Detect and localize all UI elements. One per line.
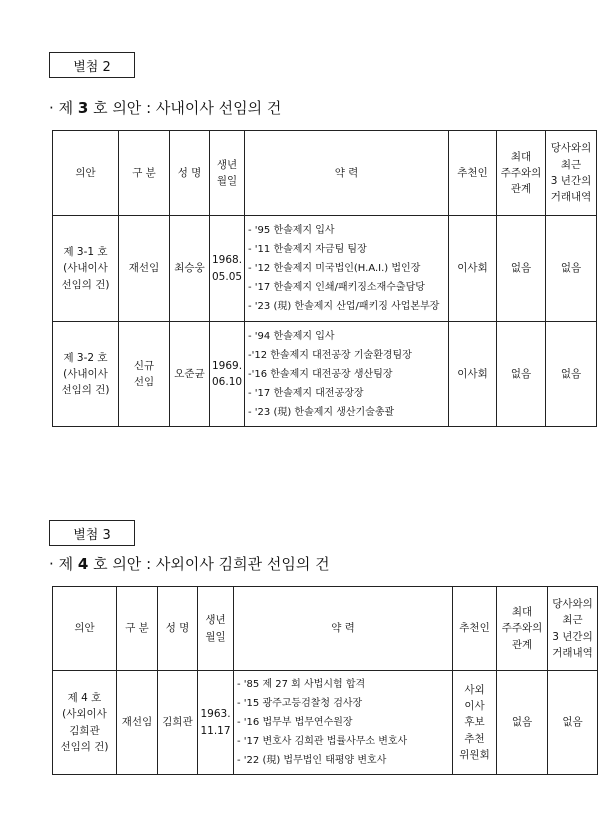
header-birth bbox=[210, 131, 245, 216]
table-row bbox=[53, 671, 598, 775]
agenda-table-4 bbox=[52, 586, 598, 775]
header-birth-line: 월일 bbox=[216, 175, 238, 187]
heading-bullet: · bbox=[49, 99, 54, 117]
cell-transactions: 없음 bbox=[546, 216, 597, 322]
recommender-line: 이사 bbox=[464, 700, 485, 713]
cell-agenda bbox=[53, 322, 119, 427]
table-header-row bbox=[53, 587, 598, 671]
header-birth-line: 생년 bbox=[205, 614, 226, 627]
career-line: - '15 광주고등검찰청 검사장 bbox=[237, 698, 363, 709]
recommender-line: 이사회 bbox=[457, 262, 488, 275]
cell-name: 오준균 bbox=[170, 322, 210, 427]
birth-line: 11.17 bbox=[200, 724, 231, 737]
agenda-heading-3 bbox=[49, 97, 281, 118]
cell-career bbox=[245, 216, 449, 322]
recommender-line: 이사회 bbox=[457, 367, 488, 380]
cell-category bbox=[119, 322, 170, 427]
birth-line: 05.05 bbox=[212, 270, 243, 283]
agenda-line: (사내이사 bbox=[63, 367, 108, 380]
career-line: - '85 제 27 회 사법시험 합격 bbox=[237, 679, 366, 690]
header-recommender: 추천인 bbox=[449, 131, 497, 216]
header-recommender: 추천인 bbox=[453, 587, 497, 671]
heading-number: 4 bbox=[77, 555, 89, 573]
table-row bbox=[53, 322, 597, 427]
header-birth-line: 생년 bbox=[216, 158, 238, 171]
recommender-line: 후보 bbox=[464, 716, 485, 729]
cell-recommender bbox=[449, 216, 497, 322]
agenda-heading-4 bbox=[49, 553, 330, 574]
agenda-line: 제 3-2 호 bbox=[63, 351, 108, 364]
cell-name: 김희관 bbox=[158, 671, 198, 775]
header-relation-line: 관계 bbox=[511, 638, 533, 651]
cell-agenda bbox=[53, 671, 117, 775]
header-relation-line: 관계 bbox=[510, 183, 532, 196]
career-line: - '17 변호사 김희관 법률사무소 변호사 bbox=[237, 736, 408, 747]
agenda-line: 선임의 건) bbox=[61, 384, 110, 397]
career-line: - '11 한솔제지 자금팀 팀장 bbox=[248, 244, 367, 255]
recommender-line: 위원회 bbox=[459, 748, 490, 761]
header-career: 약 력 bbox=[245, 131, 449, 216]
header-category: 구 분 bbox=[119, 131, 170, 216]
header-transactions bbox=[548, 587, 598, 671]
agenda-line: 제 3-1 호 bbox=[63, 246, 108, 259]
heading-prefix: 제 bbox=[58, 555, 74, 573]
attachment-label-2: 별첨 2 bbox=[49, 52, 135, 78]
table-header-row bbox=[53, 131, 597, 216]
header-name: 성 명 bbox=[158, 587, 198, 671]
agenda-line: (사내이사 bbox=[63, 262, 108, 275]
header-transactions-line: 3 년간의 bbox=[550, 175, 592, 187]
heading-bullet: · bbox=[49, 555, 54, 573]
agenda-line: (사외이사 bbox=[62, 708, 107, 721]
header-relation-line: 최대 bbox=[511, 606, 533, 619]
career-line: -'16 한솔제지 대전공장 생산팀장 bbox=[248, 368, 393, 380]
cell-category bbox=[119, 216, 170, 322]
header-transactions-line: 3 년간의 bbox=[552, 630, 593, 643]
header-transactions-line: 최근 bbox=[560, 158, 582, 171]
agenda-table-3 bbox=[52, 130, 597, 427]
cell-relation: 없음 bbox=[497, 322, 546, 427]
cell-career bbox=[245, 322, 449, 427]
header-birth-line: 월일 bbox=[205, 630, 226, 643]
career-line: - '16 법무부 법무연수원장 bbox=[237, 717, 353, 728]
cell-name: 최승웅 bbox=[170, 216, 210, 322]
header-agenda: 의안 bbox=[53, 587, 117, 671]
cell-career bbox=[234, 671, 453, 775]
header-career: 약 력 bbox=[234, 587, 453, 671]
header-relation bbox=[497, 131, 546, 216]
header-birth bbox=[198, 587, 234, 671]
career-line: - '94 한솔제지 입사 bbox=[248, 330, 335, 342]
header-transactions-line: 당사와의 bbox=[550, 142, 592, 155]
cell-relation: 없음 bbox=[497, 671, 548, 775]
header-relation bbox=[497, 587, 548, 671]
category-line: 재선임 bbox=[128, 262, 160, 275]
cell-birth bbox=[210, 216, 245, 322]
heading-rest: 호 의안 : 사내이사 선임의 건 bbox=[93, 99, 282, 117]
header-transactions bbox=[546, 131, 597, 216]
career-line: - '12 한솔제지 미국법인(H.A.I.) 법인장 bbox=[248, 263, 421, 274]
recommender-line: 추천 bbox=[464, 732, 485, 745]
cell-relation: 없음 bbox=[497, 216, 546, 322]
career-line: - '17 한솔제지 인쇄/패키징소재수출담당 bbox=[248, 282, 425, 293]
header-category: 구 분 bbox=[117, 587, 158, 671]
header-name: 성 명 bbox=[170, 131, 210, 216]
header-relation-line: 주주와의 bbox=[501, 622, 543, 635]
cell-recommender bbox=[449, 322, 497, 427]
agenda-line: 선임의 건) bbox=[60, 740, 109, 753]
cell-birth bbox=[210, 322, 245, 427]
heading-rest: 호 의안 : 사외이사 김희관 선임의 건 bbox=[93, 555, 330, 573]
agenda-line: 김희관 bbox=[69, 724, 100, 737]
header-transactions-line: 당사와의 bbox=[552, 597, 593, 610]
header-transactions-line: 최근 bbox=[562, 614, 583, 627]
career-line: - '22 (現) 법무법인 태평양 변호사 bbox=[237, 755, 387, 766]
heading-number: 3 bbox=[77, 99, 89, 117]
birth-line: 1968. bbox=[212, 254, 243, 267]
cell-agenda bbox=[53, 216, 119, 322]
agenda-line: 제 4 호 bbox=[67, 691, 102, 704]
header-relation-line: 최대 bbox=[510, 150, 532, 163]
career-line: - '17 한솔제지 대전공장장 bbox=[248, 387, 364, 399]
birth-line: 1969. bbox=[212, 359, 243, 372]
career-line: - '23 (現) 한솔제지 산업/패키징 사업본부장 bbox=[248, 301, 440, 312]
category-line: 재선임 bbox=[121, 716, 153, 729]
career-line: - '95 한솔제지 입사 bbox=[248, 225, 335, 236]
header-transactions-line: 거래내역 bbox=[552, 646, 593, 659]
cell-transactions: 없음 bbox=[548, 671, 598, 775]
cell-category bbox=[117, 671, 158, 775]
career-line: - '23 (現) 한솔제지 생산기술총괄 bbox=[248, 406, 395, 418]
header-transactions-line: 거래내역 bbox=[550, 191, 592, 204]
birth-line: 1963. bbox=[200, 708, 231, 721]
table-row bbox=[53, 216, 597, 322]
career-line: -'12 한솔제지 대전공장 기술환경팀장 bbox=[248, 349, 412, 361]
attachment-label-3: 별첨 3 bbox=[49, 520, 135, 546]
agenda-line: 선임의 건) bbox=[61, 278, 110, 291]
category-line: 선임 bbox=[133, 376, 155, 388]
heading-prefix: 제 bbox=[58, 99, 74, 117]
cell-birth bbox=[198, 671, 234, 775]
cell-recommender bbox=[453, 671, 497, 775]
header-relation-line: 주주와의 bbox=[500, 166, 542, 179]
cell-transactions: 없음 bbox=[546, 322, 597, 427]
category-line: 신규 bbox=[133, 359, 155, 372]
recommender-line: 사외 bbox=[464, 683, 485, 696]
birth-line: 06.10 bbox=[212, 376, 243, 388]
header-agenda: 의안 bbox=[53, 131, 119, 216]
